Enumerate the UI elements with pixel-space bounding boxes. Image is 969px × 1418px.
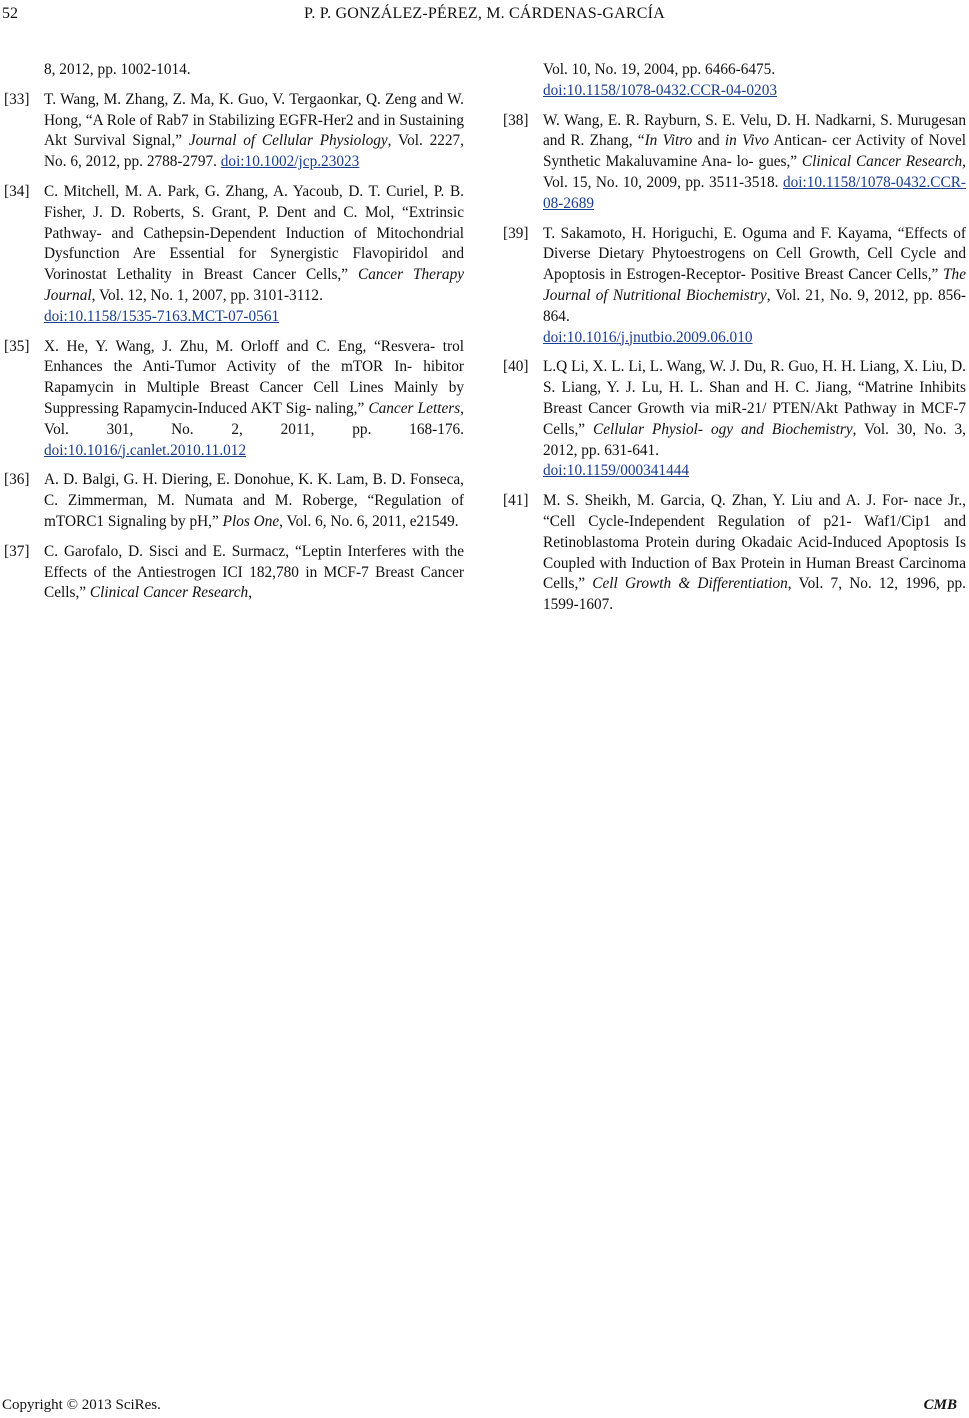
reference-33: [33] T. Wang, M. Zhang, Z. Ma, K. Guo, V. Tergaonkar, Q. Zeng and W. Hong, “A Role of Rab7 in Stabilizing EGFR-Her2 and in Sustaining Akt Survival Signal,” Journal of Cellular Physiology, Vol. 2227, No. 6, 2012, pp. 2788-2797. doi:10.1002/jcp.23023 bbox=[4, 90, 465, 171]
reference-36: [36] A. D. Balgi, G. H. Diering, E. Donohue, K. K. Lam, B. D. Fonseca, C. Zimmerman, M. Numata and M. Roberge, “Regulation of mTORC1 Signaling by pH,” Plos One, Vol. 6, No. 6, 2011, e21549. bbox=[4, 471, 464, 530]
page-number: 52 bbox=[2, 5, 18, 22]
reference-37: [37] C. Garofalo, D. Sisci and E. Surmacz, “Leptin Interferes with the Effects of the Antiestrogen ICI 182,780 in MCF-7 Breast Cancer Cells,” Clinical Cancer Research, bbox=[4, 542, 464, 602]
journal-abbreviation: CMB bbox=[923, 1397, 957, 1413]
reference-continuation: 8, 2012, pp. 1002-1014. bbox=[44, 61, 191, 78]
doi-link[interactable]: doi:10.1158/1078-0432.CCR-04-0203 bbox=[543, 81, 777, 99]
journal-title: Journal of Cellular Physiology bbox=[188, 132, 388, 150]
left-column bbox=[4, 60, 464, 613]
doi-link[interactable]: doi:10.1158/1535-7163.MCT-07-0561 bbox=[44, 307, 280, 325]
reference-35: [35] X. He, Y. Wang, J. Zhu, M. Orloff and C. Eng, “Resvera- trol Enhances the Anti-Tumor Activity of the mTOR In- hibitor Rapamycin in Multiple Breast Cancer Cell Lines Mainly by Suppressing Rapamycin-Induced AKT Sig- naling,” Cancer Letters, Vol. 301, No. 2, 2011, pp. 168-176. doi:10.1016/j.canlet.2010.11.012 bbox=[4, 337, 464, 459]
journal-title: Cell Growth & Differentiation bbox=[592, 575, 788, 593]
reference-number: [41] bbox=[503, 492, 529, 510]
right-column bbox=[503, 60, 966, 625]
reference-number: [37] bbox=[4, 542, 30, 560]
running-title: P. P. GONZÁLEZ-PÉREZ, M. CÁRDENAS-GARCÍA bbox=[304, 5, 665, 22]
reference-41: [41] M. S. Sheikh, M. Garcia, Q. Zhan, Y. Liu and A. J. For- nace Jr., “Cell Cycle-Independent Regulation of p21- Waf1/Cip1 and Retinoblastoma Protein during Okadaic Acid-Induced Apoptosis Is Coupled with Induction of Bax Protein in Human Breast Carcinoma Cells,” Cell Growth & Differentiation, Vol. 7, No. 12, 1996, pp. 1599-1607. bbox=[503, 492, 966, 614]
journal-title: Clinical Cancer Research bbox=[801, 153, 963, 171]
doi-link[interactable]: doi:10.1159/000341444 bbox=[543, 462, 690, 480]
page-header bbox=[0, 4, 969, 26]
reference-38: [38] W. Wang, E. R. Rayburn, S. E. Velu, D. H. Nadkarni, S. Murugesan and R. Zhang, “In Vitro and in Vivo Antican- cer Activity of Novel Synthetic Makaluvamine Ana- lo- gues,” Clinical Cancer Research, Vol. 15, No. 10, 2009, pp. 3511-3518. doi:10.1158/1078-0432.CCR-08-2689 bbox=[503, 111, 967, 212]
journal-title: Plos One bbox=[222, 512, 280, 530]
reference-39: [39] T. Sakamoto, H. Horiguchi, E. Oguma and F. Kayama, “Effects of Diverse Dietary Phytoestrogens on Cell Growth, Cell Cycle and Apoptosis in Estrogen-Receptor- Positive Breast Cancer Cells,” The Journal of Nutritional Biochemistry, Vol. 21, No. 9, 2012, pp. 856-864. doi:10.1016/j.jnutbio.2009.06.010 bbox=[503, 224, 966, 349]
doi-link[interactable]: doi:10.1002/jcp.23023 bbox=[220, 153, 360, 171]
journal-title: The Journal of Nutritional Biochemistry bbox=[543, 266, 966, 304]
reference-number: [38] bbox=[503, 111, 529, 129]
journal-title: Cancer Letters bbox=[368, 399, 461, 417]
reference-40: [40] L.Q Li, X. L. Li, L. Wang, W. J. Du, R. Guo, H. H. Liang, X. Liu, D. S. Liang, Y. J. Lu, H. L. Shan and H. C. Jiang, “Matrine Inhibits Breast Cancer Growth via miR-21/ PTEN/Akt Pathway in MCF-7 Cells,” Cellular Physiol- ogy and Biochemistry, Vol. 30, No. 3, 2012, pp. 631-641. doi:10.1159/000341444 bbox=[503, 357, 966, 482]
doi-link[interactable]: doi:10.1158/1078-0432.CCR-08-2689 bbox=[543, 173, 966, 212]
reference-continuation: Vol. 10, No. 19, 2004, pp. 6466-6475. doi:10.1158/1078-0432.CCR-04-0203 bbox=[503, 60, 966, 102]
reference-number: [39] bbox=[503, 224, 529, 242]
copyright-notice: Copyright © 2013 SciRes. bbox=[2, 1397, 161, 1413]
reference-number: [40] bbox=[503, 358, 529, 376]
reference-number: [36] bbox=[4, 471, 30, 489]
reference-number: [35] bbox=[4, 337, 30, 355]
journal-title: Cellular Physiol- ogy and Biochemistry bbox=[593, 420, 853, 438]
journal-title: Clinical Cancer Research bbox=[89, 584, 249, 602]
doi-link[interactable]: doi:10.1016/j.jnutbio.2009.06.010 bbox=[543, 328, 753, 346]
page-footer bbox=[0, 1396, 969, 1416]
reference-number: [33] bbox=[4, 90, 30, 108]
journal-title: Cancer Therapy Journal bbox=[44, 266, 465, 304]
doi-link[interactable]: doi:10.1016/j.canlet.2010.11.012 bbox=[44, 441, 247, 459]
reference-34: [34] C. Mitchell, M. A. Park, G. Zhang, A. Yacoub, D. T. Curiel, P. B. Fisher, J. D. Roberts, S. Grant, P. Dent and C. Mol, “Extrinsic Pathway- and Cathepsin-Dependent Induction of Mitochondrial Dysfunction Are Essential for Synergistic Flavopiridol and Vorinostat Lethality in Breast Cancer Cells,” Cancer Therapy Journal, Vol. 12, No. 1, 2007, pp. 3101-3112. doi:10.1158/1535-7163.MCT-07-0561 bbox=[4, 182, 464, 328]
reference-number: [34] bbox=[4, 182, 30, 200]
